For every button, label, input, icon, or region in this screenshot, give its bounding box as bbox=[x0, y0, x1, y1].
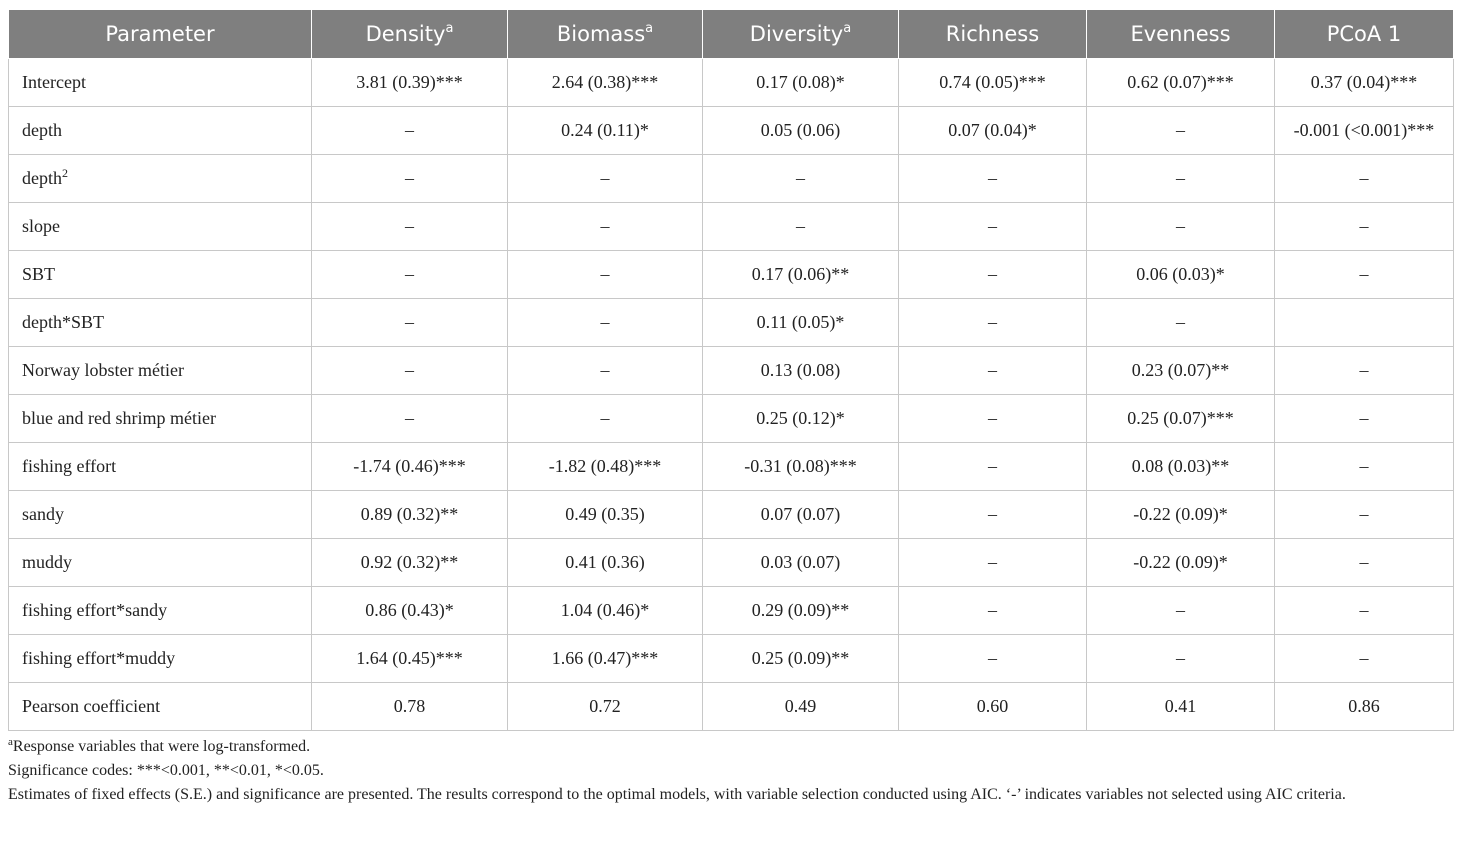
parameter-label: fishing effort*sandy bbox=[22, 600, 168, 620]
value-cell: -0.31 (0.08)*** bbox=[703, 443, 899, 491]
value-cell: – bbox=[899, 491, 1087, 539]
column-header-label: Diversity bbox=[749, 22, 844, 46]
value-cell: – bbox=[1275, 395, 1454, 443]
value-cell: 0.29 (0.09)** bbox=[703, 587, 899, 635]
parameter-superscript: 2 bbox=[62, 166, 68, 180]
value-cell: 0.60 bbox=[899, 683, 1087, 731]
parameter-label: depth bbox=[22, 120, 62, 140]
value-cell: 0.17 (0.06)** bbox=[703, 251, 899, 299]
value-cell: 0.62 (0.07)*** bbox=[1087, 59, 1275, 107]
footnote-estimates: Estimates of fixed effects (S.E.) and significance are presented. The results correspond to the optimal models, with variable selection conducted using AIC. ‘-’ indicates variables not selected using AIC criteria. bbox=[8, 786, 1346, 803]
column-header-footnote-marker: a bbox=[445, 21, 454, 36]
value-cell: – bbox=[899, 251, 1087, 299]
value-cell: 0.24 (0.11)* bbox=[508, 107, 703, 155]
value-cell: – bbox=[899, 443, 1087, 491]
value-cell: – bbox=[1275, 491, 1454, 539]
parameter-label: blue and red shrimp métier bbox=[22, 408, 216, 428]
table-body bbox=[9, 59, 1454, 731]
value-cell: 0.03 (0.07) bbox=[703, 539, 899, 587]
column-header-footnote-marker: a bbox=[843, 21, 852, 36]
parameter-cell bbox=[9, 491, 312, 539]
parameter-label: SBT bbox=[22, 264, 56, 284]
value-cell: 0.37 (0.04)*** bbox=[1275, 59, 1454, 107]
column-header-label: Evenness bbox=[1130, 22, 1231, 46]
parameter-label: sandy bbox=[22, 504, 64, 524]
value-cell: – bbox=[508, 347, 703, 395]
value-cell: 0.25 (0.12)* bbox=[703, 395, 899, 443]
value-cell: 0.07 (0.07) bbox=[703, 491, 899, 539]
value-cell: – bbox=[508, 155, 703, 203]
column-header-diversity bbox=[703, 10, 899, 59]
footnote-marker: a bbox=[8, 736, 13, 748]
table-row bbox=[9, 203, 1454, 251]
column-header-footnote-marker: a bbox=[645, 21, 654, 36]
parameter-cell bbox=[9, 203, 312, 251]
table-row bbox=[9, 491, 1454, 539]
value-cell: – bbox=[312, 203, 508, 251]
value-cell: – bbox=[899, 395, 1087, 443]
value-cell: – bbox=[312, 395, 508, 443]
value-cell: – bbox=[899, 299, 1087, 347]
parameter-cell bbox=[9, 587, 312, 635]
value-cell: -0.22 (0.09)* bbox=[1087, 539, 1275, 587]
parameter-cell bbox=[9, 299, 312, 347]
column-header-parameter bbox=[9, 10, 312, 59]
column-header-label: Richness bbox=[945, 22, 1040, 46]
value-cell: – bbox=[1275, 251, 1454, 299]
parameter-cell bbox=[9, 539, 312, 587]
footnote-significance: Significance codes: ***<0.001, **<0.01, *<0.05. bbox=[8, 762, 324, 779]
model-results-table bbox=[8, 9, 1454, 731]
value-cell: – bbox=[1087, 635, 1275, 683]
value-cell: – bbox=[1087, 155, 1275, 203]
value-cell: – bbox=[1275, 155, 1454, 203]
table-row bbox=[9, 347, 1454, 395]
column-header-density bbox=[312, 10, 508, 59]
value-cell: – bbox=[1275, 539, 1454, 587]
value-cell: 0.05 (0.06) bbox=[703, 107, 899, 155]
value-cell: 1.04 (0.46)* bbox=[508, 587, 703, 635]
table-row bbox=[9, 59, 1454, 107]
value-cell: 0.06 (0.03)* bbox=[1087, 251, 1275, 299]
value-cell: 0.78 bbox=[312, 683, 508, 731]
header-row bbox=[9, 10, 1454, 59]
parameter-cell bbox=[9, 155, 312, 203]
parameter-cell bbox=[9, 251, 312, 299]
value-cell: 0.89 (0.32)** bbox=[312, 491, 508, 539]
value-cell: – bbox=[899, 587, 1087, 635]
parameter-label: Intercept bbox=[22, 72, 86, 92]
column-header-biomass bbox=[508, 10, 703, 59]
table-row bbox=[9, 155, 1454, 203]
value-cell: – bbox=[312, 347, 508, 395]
parameter-label: depth*SBT bbox=[22, 312, 105, 332]
value-cell: 0.07 (0.04)* bbox=[899, 107, 1087, 155]
value-cell: – bbox=[899, 203, 1087, 251]
column-header-label: Biomass bbox=[556, 22, 646, 46]
parameter-label: depth bbox=[22, 168, 62, 188]
footnote-log-text: Response variables that were log-transformed. bbox=[12, 738, 311, 755]
parameter-label: slope bbox=[22, 216, 60, 236]
value-cell: – bbox=[899, 155, 1087, 203]
parameter-label: fishing effort*muddy bbox=[22, 648, 176, 668]
value-cell: – bbox=[1087, 107, 1275, 155]
value-cell: -1.74 (0.46)*** bbox=[312, 443, 508, 491]
value-cell: – bbox=[508, 251, 703, 299]
value-cell: 0.72 bbox=[508, 683, 703, 731]
table-row bbox=[9, 251, 1454, 299]
value-cell: 0.25 (0.07)*** bbox=[1087, 395, 1275, 443]
value-cell: – bbox=[312, 107, 508, 155]
table-row bbox=[9, 683, 1454, 731]
table-row bbox=[9, 299, 1454, 347]
parameter-cell bbox=[9, 59, 312, 107]
value-cell: – bbox=[1275, 443, 1454, 491]
value-cell: – bbox=[508, 395, 703, 443]
value-cell: 0.25 (0.09)** bbox=[703, 635, 899, 683]
value-cell: 0.08 (0.03)** bbox=[1087, 443, 1275, 491]
column-header-label: Density bbox=[365, 22, 446, 46]
value-cell: 0.13 (0.08) bbox=[703, 347, 899, 395]
column-header-pcoa-1 bbox=[1275, 10, 1454, 59]
value-cell: – bbox=[1087, 587, 1275, 635]
table-row bbox=[9, 635, 1454, 683]
table-row bbox=[9, 107, 1454, 155]
value-cell: 0.11 (0.05)* bbox=[703, 299, 899, 347]
value-cell: – bbox=[312, 155, 508, 203]
parameter-label: muddy bbox=[22, 552, 73, 572]
value-cell: 0.49 bbox=[703, 683, 899, 731]
value-cell: – bbox=[1087, 299, 1275, 347]
value-cell bbox=[1275, 299, 1454, 347]
value-cell: 1.66 (0.47)*** bbox=[508, 635, 703, 683]
value-cell: – bbox=[1275, 587, 1454, 635]
value-cell: – bbox=[312, 299, 508, 347]
value-cell: – bbox=[508, 203, 703, 251]
column-header-label: Parameter bbox=[105, 22, 215, 46]
value-cell: 0.86 bbox=[1275, 683, 1454, 731]
value-cell: – bbox=[1087, 203, 1275, 251]
value-cell: -0.22 (0.09)* bbox=[1087, 491, 1275, 539]
value-cell: 0.17 (0.08)* bbox=[703, 59, 899, 107]
table-row bbox=[9, 443, 1454, 491]
value-cell: – bbox=[1275, 203, 1454, 251]
table-row bbox=[9, 539, 1454, 587]
value-cell: -0.001 (<0.001)*** bbox=[1275, 107, 1454, 155]
parameter-label: fishing effort bbox=[22, 456, 117, 476]
column-header-richness bbox=[899, 10, 1087, 59]
value-cell: 3.81 (0.39)*** bbox=[312, 59, 508, 107]
value-cell: – bbox=[508, 299, 703, 347]
value-cell: – bbox=[1275, 347, 1454, 395]
parameter-cell bbox=[9, 347, 312, 395]
parameter-label: Norway lobster métier bbox=[22, 360, 184, 380]
value-cell: – bbox=[1275, 635, 1454, 683]
table-header bbox=[9, 10, 1454, 59]
value-cell: – bbox=[899, 347, 1087, 395]
value-cell: 2.64 (0.38)*** bbox=[508, 59, 703, 107]
parameter-cell bbox=[9, 107, 312, 155]
table-row bbox=[9, 587, 1454, 635]
value-cell: – bbox=[899, 539, 1087, 587]
column-header-label: PCoA 1 bbox=[1326, 22, 1402, 46]
value-cell: 0.86 (0.43)* bbox=[312, 587, 508, 635]
value-cell: – bbox=[703, 155, 899, 203]
value-cell: 0.92 (0.32)** bbox=[312, 539, 508, 587]
footnote-log-transformed bbox=[8, 735, 1453, 759]
parameter-cell bbox=[9, 683, 312, 731]
parameter-cell bbox=[9, 395, 312, 443]
table-footnotes bbox=[8, 735, 1453, 807]
value-cell: -1.82 (0.48)*** bbox=[508, 443, 703, 491]
value-cell: – bbox=[899, 635, 1087, 683]
parameter-cell bbox=[9, 443, 312, 491]
results-table-container bbox=[8, 9, 1453, 807]
value-cell: 0.23 (0.07)** bbox=[1087, 347, 1275, 395]
parameter-label: Pearson coefficient bbox=[22, 696, 161, 716]
value-cell: – bbox=[312, 251, 508, 299]
parameter-cell bbox=[9, 635, 312, 683]
column-header-evenness bbox=[1087, 10, 1275, 59]
value-cell: 0.41 (0.36) bbox=[508, 539, 703, 587]
value-cell: 0.41 bbox=[1087, 683, 1275, 731]
value-cell: 1.64 (0.45)*** bbox=[312, 635, 508, 683]
value-cell: 0.49 (0.35) bbox=[508, 491, 703, 539]
table-row bbox=[9, 395, 1454, 443]
value-cell: – bbox=[703, 203, 899, 251]
value-cell: 0.74 (0.05)*** bbox=[899, 59, 1087, 107]
